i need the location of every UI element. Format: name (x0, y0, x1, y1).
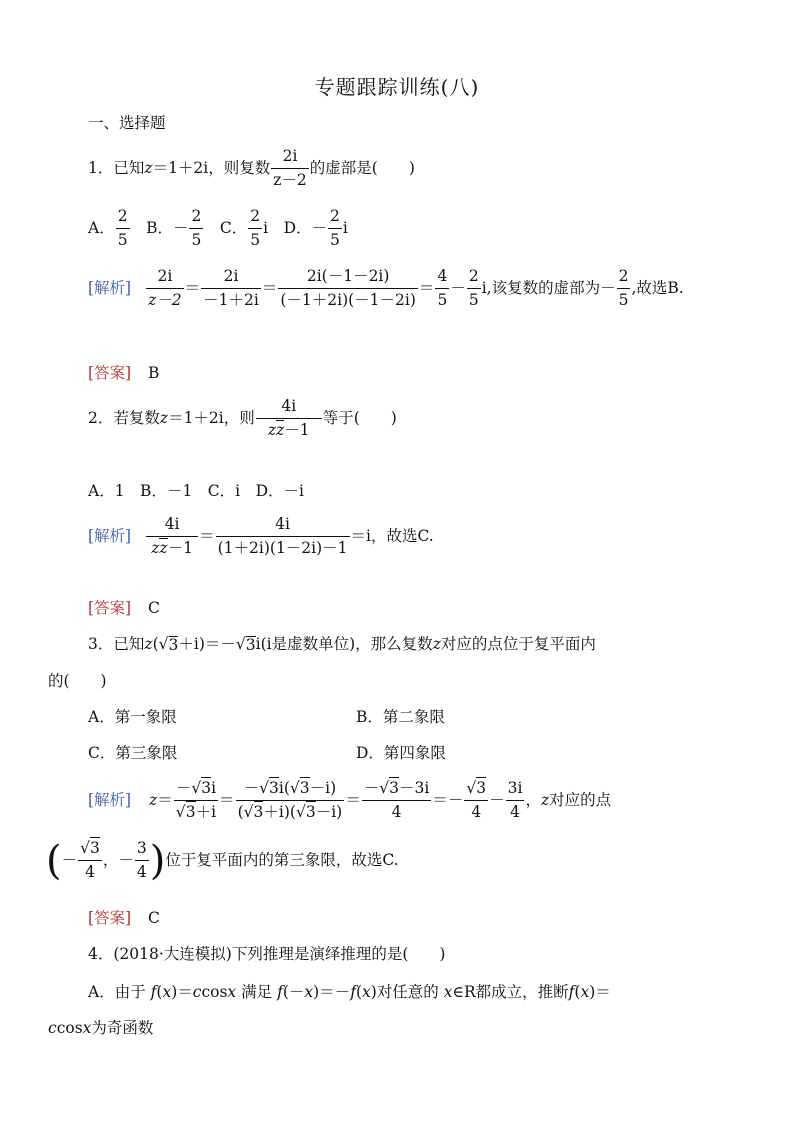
question-2-analysis: [解析] $\frac{4i}{zz-1}$ ＝ $\frac{4i}{(1+2i)(1-2i)-1}$ ＝i，故选C. (88, 515, 434, 557)
question-1-analysis: [解析] $\frac{2i}{z-2}$ ＝ $\frac{2i}{-1+2i}$ ＝ $\frac{2i(-1-2i)}{(-1+2i)(-1-2i)}$ ＝ $\frac{4}{5}$ － $\frac{2}{5}$ i,该复数的虚部为－ $\frac{2}{5}$ ,故选B. (88, 267, 684, 309)
question-4-option-a-cont: ccosx为奇函数 (48, 1019, 154, 1037)
question-2-answer: [答案] C (88, 599, 160, 617)
question-3-option-a: A．第一象限 (88, 708, 177, 726)
question-3-stem-cont: 的( ) (48, 672, 107, 690)
question-2-stem: 2． 若复数 z ＝1＋2i，则 $\frac{4i}{zz-1}$ 等于( ) (88, 397, 397, 439)
question-3-stem: 3． 已知 z ( √ 3 ＋i)＝－ √ 3 i(i是虚数单位)，那么复数 z 对应的点位于复平面内 (88, 635, 596, 654)
analysis-label: [解析] (88, 279, 132, 298)
page-title: 专题跟踪训练(八) (314, 75, 480, 99)
question-3-option-c: C．第三象限 (88, 744, 178, 762)
question-1-answer: [答案] B (88, 364, 160, 382)
question-1-stem: 1． 已知 z ＝1＋2i，则复数 $\frac{2i}{z-2}$ 的虚部是( ) (88, 147, 415, 189)
question-3-option-d: D．第四象限 (356, 744, 446, 762)
question-3-option-b: B．第二象限 (356, 708, 445, 726)
question-1-options: A． $\frac{2}{5}$ B．－ $\frac{2}{5}$ C． $\frac{2}{5}$ i D．－ $\frac{2}{5}$ i (88, 207, 348, 249)
question-4-option-a: A．由于 f(x)＝ccosx 满足 f(－x)＝－f(x)对任意的 x∈R都成立，推断f(x)＝ (88, 983, 611, 1001)
question-4-stem: 4．(2018·大连模拟)下列推理是演绎推理的是( ) (88, 945, 446, 963)
question-3-answer: [答案] C (88, 909, 160, 927)
answer-label: [答案] (88, 364, 132, 382)
question-3-analysis: [解析] z ＝ $\frac{-√3i}{√3+i}$ ＝ $\frac{-√3i(√3-i)}{(√3+i)(√3-i)}$ ＝ $\frac{-√3-3i}{4}$ ＝－ $\frac{√3}{4}$ － $\frac{3i}{4}$ ， z 对应的点 (88, 779, 612, 821)
section-heading: 一、选择题 (88, 114, 166, 132)
question-3-analysis-cont: ( － $\frac{√3}{4}$ ，－ $\frac{3}{4}$ ) 位于复平面内的第三象限，故选C. (46, 837, 399, 884)
question-2-options: A．1 B．－1 C．i D．－i (88, 482, 305, 500)
fraction: $\frac{2i}{z-2}$ (273, 147, 307, 189)
